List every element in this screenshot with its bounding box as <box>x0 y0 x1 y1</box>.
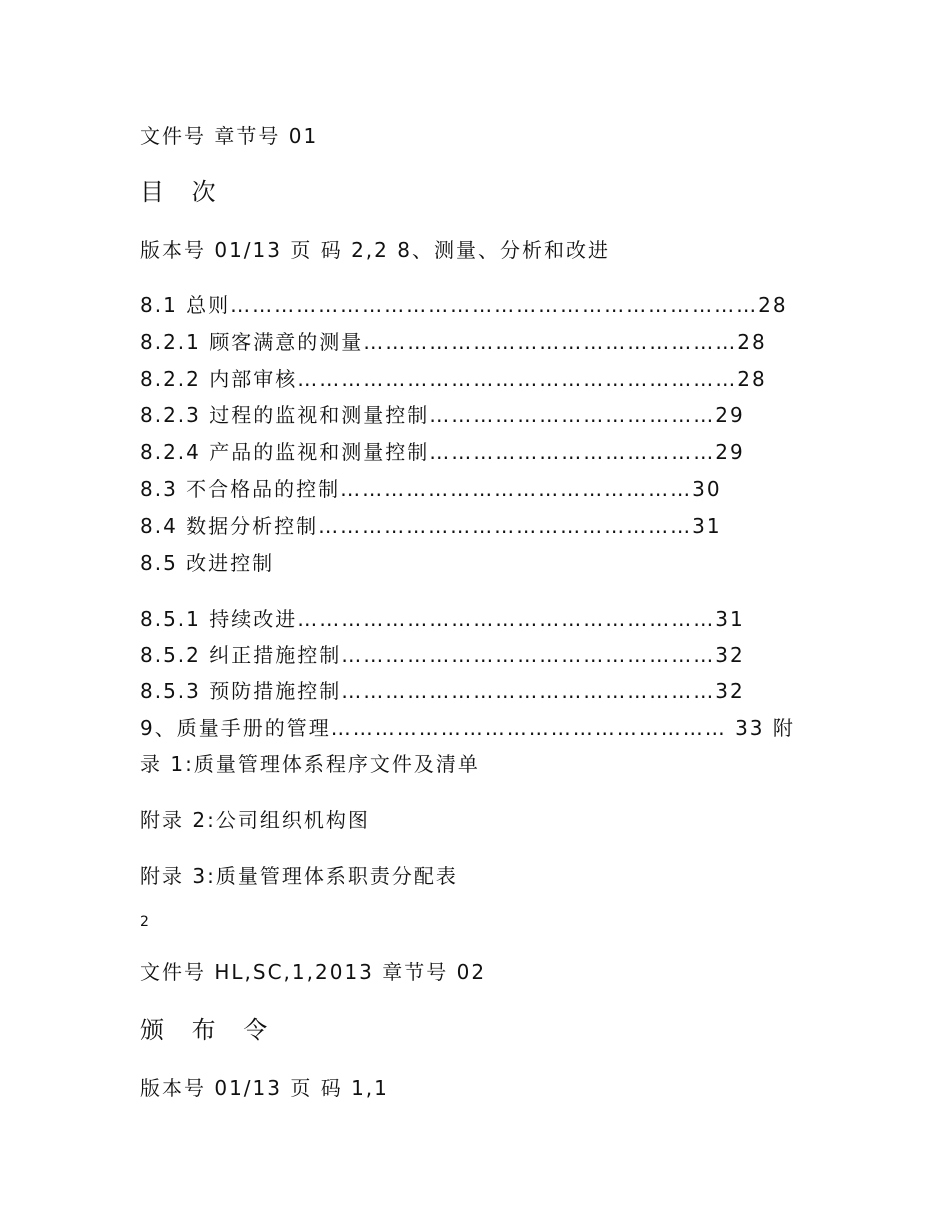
toc-item: 8.2.1 顾客满意的测量……………………………………………28 <box>140 330 767 354</box>
toc-item: 8.4 数据分析控制……………………………………………31 <box>140 514 722 538</box>
toc-item: 9、质量手册的管理……………………………………………… 33 附 <box>140 716 795 740</box>
doc-header-1: 文件号 章节号 01 <box>140 124 319 148</box>
doc-version-line-1: 版本号 01/13 页 码 2,2 8、测量、分析和改进 <box>140 238 610 262</box>
appendix-item: 附录 3:质量管理体系职责分配表 <box>140 864 458 888</box>
toc-item: 8.5 改进控制 <box>140 551 275 575</box>
appendix-item: 附录 2:公司组织机构图 <box>140 808 370 832</box>
toc-item: 8.2.2 内部审核……………………………………………………28 <box>140 367 767 391</box>
doc-title-1: 目 次 <box>140 178 226 206</box>
doc-version-line-2: 版本号 01/13 页 码 1,1 <box>140 1076 389 1100</box>
toc-item: 8.2.4 产品的监视和测量控制…………………………………29 <box>140 440 745 464</box>
doc-title-2: 颁 布 令 <box>140 1016 278 1044</box>
doc-header-2: 文件号 HL,SC,1,2013 章节号 02 <box>140 960 487 984</box>
toc-item: 录 1:质量管理体系程序文件及清单 <box>140 752 480 776</box>
toc-item: 8.5.3 预防措施控制……………………………………………32 <box>140 679 745 703</box>
toc-item: 8.1 总则………………………………………………………………28 <box>140 293 788 317</box>
toc-item: 8.5.1 持续改进…………………………………………………31 <box>140 607 745 631</box>
toc-item: 8.3 不合格品的控制…………………………………………30 <box>140 477 722 501</box>
toc-item: 8.5.2 纠正措施控制……………………………………………32 <box>140 643 745 667</box>
toc-item: 8.2.3 过程的监视和测量控制…………………………………29 <box>140 403 745 427</box>
page-number: 2 <box>140 914 149 930</box>
